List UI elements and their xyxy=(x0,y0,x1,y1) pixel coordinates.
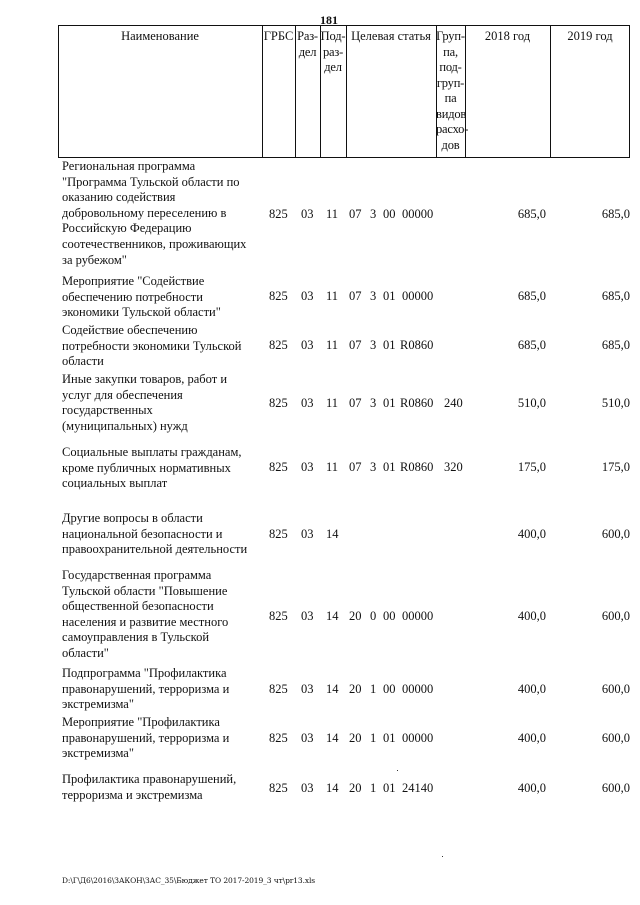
cell-razdel: 03 xyxy=(301,781,314,795)
row-name-line: за рубежом" xyxy=(62,252,127,267)
cell-2018: 685,0 xyxy=(517,207,546,221)
row-name-line: области xyxy=(62,354,104,369)
row-name xyxy=(62,159,266,268)
cell-target-program: 07 xyxy=(349,207,362,221)
cell-2018: 400,0 xyxy=(517,731,546,745)
header-group-line: па xyxy=(444,91,457,105)
row-name-line: Подпрограмма "Профилактика xyxy=(62,666,227,680)
cell-razdel: 03 xyxy=(301,396,314,410)
cell-2019: 600,0 xyxy=(601,609,630,623)
cell-target-subprogram: 3 xyxy=(370,289,377,303)
cell-2019: 510,0 xyxy=(601,396,630,410)
cell-podrazdel: 11 xyxy=(326,207,339,221)
row-name-line: Мероприятие "Содействие xyxy=(62,274,205,288)
row-name-line: потребности экономики Тульской xyxy=(62,338,242,353)
cell-podrazdel: 11 xyxy=(326,396,339,410)
cell-target-event: 01 xyxy=(383,460,396,474)
cell-2018: 400,0 xyxy=(517,527,546,541)
cell-2019: 600,0 xyxy=(601,781,630,795)
column-divider xyxy=(465,25,466,158)
column-divider xyxy=(550,25,551,158)
header-podrazdel-line: Под- xyxy=(320,29,346,43)
header-razdel xyxy=(295,29,320,60)
cell-target-direction: 00000 xyxy=(402,682,434,696)
cell-podrazdel: 14 xyxy=(326,781,339,795)
cell-2019: 685,0 xyxy=(601,207,630,221)
header-podrazdel xyxy=(320,29,346,76)
cell-target-event: 01 xyxy=(383,289,396,303)
cell-target-program: 20 xyxy=(349,682,362,696)
cell-target-direction: R0860 xyxy=(400,396,434,410)
cell-2019: 175,0 xyxy=(601,460,630,474)
header-group-line: груп- xyxy=(436,75,465,90)
row-name-line: Иные закупки товаров, работ и xyxy=(62,372,228,386)
cell-target-direction: 00000 xyxy=(402,731,434,745)
cell-2018: 685,0 xyxy=(517,289,546,303)
header-2018: 2018 год xyxy=(484,29,531,43)
cell-grbs: 825 xyxy=(269,289,288,303)
row-name-line: государственных xyxy=(62,403,153,418)
cell-grbs: 825 xyxy=(269,781,288,795)
cell-podrazdel: 14 xyxy=(326,731,339,745)
cell-target-event: 00 xyxy=(383,682,396,696)
header-razdel-line: дел xyxy=(298,44,317,59)
header-target: Целевая статья xyxy=(351,29,431,43)
cell-2019: 685,0 xyxy=(601,289,630,303)
header-group-line: дов xyxy=(441,137,460,152)
header-group-line: видов xyxy=(436,106,467,121)
cell-target-direction: R0860 xyxy=(400,338,434,352)
cell-2019: 600,0 xyxy=(601,731,630,745)
cell-razdel: 03 xyxy=(301,207,314,221)
row-name xyxy=(62,274,266,321)
cell-2019: 600,0 xyxy=(601,527,630,541)
header-group-line: Груп- xyxy=(436,29,465,43)
cell-target-subprogram: 0 xyxy=(370,609,377,623)
cell-target-program: 20 xyxy=(349,609,362,623)
cell-target-program: 20 xyxy=(349,781,362,795)
cell-2018: 175,0 xyxy=(517,460,546,474)
cell-target-event: 01 xyxy=(383,731,396,745)
row-name-line: кроме публичных нормативных xyxy=(62,460,231,475)
cell-grbs: 825 xyxy=(269,527,288,541)
row-name-line: Тульской области "Повышение xyxy=(62,583,228,598)
cell-grbs: 825 xyxy=(269,460,288,474)
row-name-line: (муниципальных) нужд xyxy=(62,418,188,433)
row-name xyxy=(62,772,266,803)
row-name-line: самоуправления в Тульской xyxy=(62,630,210,645)
cell-grbs: 825 xyxy=(269,609,288,623)
row-name-line: Другие вопросы в области xyxy=(62,511,203,525)
row-name-line: обеспечению потребности xyxy=(62,289,203,304)
cell-2018: 685,0 xyxy=(517,338,546,352)
header-2019: 2019 год xyxy=(567,29,613,43)
row-name-line: Региональная программа xyxy=(62,159,196,173)
row-name xyxy=(62,372,266,434)
row-name-line: оказанию содействия xyxy=(62,190,176,205)
row-name-line: экономики Тульской области" xyxy=(62,305,221,320)
cell-2019: 600,0 xyxy=(601,682,630,696)
row-name-line: "Программа Тульской области по xyxy=(62,174,240,189)
cell-2018: 400,0 xyxy=(517,781,546,795)
row-name-line: Профилактика правонарушений, xyxy=(62,772,237,786)
cell-target-subprogram: 3 xyxy=(370,396,377,410)
cell-target-subprogram: 3 xyxy=(370,207,377,221)
header-podrazdel-line: раз- xyxy=(322,44,344,59)
cell-grbs: 825 xyxy=(269,731,288,745)
cell-razdel: 03 xyxy=(301,289,314,303)
row-name-line: услуг для обеспечения xyxy=(62,387,183,402)
cell-target-direction: R0860 xyxy=(400,460,434,474)
file-path-footer: D:\Г\Д6\2016\ЗАКОН\ЗАС_35\Бюджет ТО 2017-2019_3 чт\pr13.xls xyxy=(62,876,316,885)
cell-target-subprogram: 3 xyxy=(370,460,377,474)
cell-grbs: 825 xyxy=(269,682,288,696)
row-name xyxy=(62,715,266,762)
row-name-line: Государственная программа xyxy=(62,568,212,582)
row-name-line: общественной безопасности xyxy=(62,599,214,614)
cell-podrazdel: 14 xyxy=(326,609,339,623)
cell-razdel: 03 xyxy=(301,527,314,541)
cell-target-event: 00 xyxy=(383,207,396,221)
cell-razdel: 03 xyxy=(301,460,314,474)
header-group xyxy=(436,29,469,153)
cell-target-subprogram: 3 xyxy=(370,338,377,352)
cell-2019: 685,0 xyxy=(601,338,630,352)
row-name xyxy=(62,445,266,492)
cell-target-direction: 24140 xyxy=(402,781,434,795)
cell-grbs: 825 xyxy=(269,396,288,410)
cell-target-event: 01 xyxy=(383,396,396,410)
row-name-line: терроризма и экстремизма xyxy=(62,787,203,802)
scan-speck xyxy=(397,770,398,771)
cell-razdel: 03 xyxy=(301,682,314,696)
cell-razdel: 03 xyxy=(301,338,314,352)
cell-group: 240 xyxy=(444,396,463,410)
cell-podrazdel: 11 xyxy=(326,289,339,303)
cell-2018: 400,0 xyxy=(517,609,546,623)
cell-target-program: 07 xyxy=(349,338,362,352)
header-group-line: па, xyxy=(443,44,458,59)
cell-target-program: 07 xyxy=(349,289,362,303)
row-name-line: Мероприятие "Профилактика xyxy=(62,715,220,729)
row-name-line: соотечественников, проживающих xyxy=(62,236,247,251)
row-name xyxy=(62,511,266,558)
cell-target-subprogram: 1 xyxy=(370,781,377,795)
cell-razdel: 03 xyxy=(301,731,314,745)
row-name-line: социальных выплат xyxy=(62,476,168,491)
column-divider xyxy=(262,25,263,158)
cell-group: 320 xyxy=(444,460,463,474)
row-name-line: экстремизма" xyxy=(62,746,134,761)
cell-target-program: 07 xyxy=(349,460,362,474)
cell-target-event: 01 xyxy=(383,781,396,795)
cell-grbs: 825 xyxy=(269,338,288,352)
cell-podrazdel: 11 xyxy=(326,460,339,474)
row-name xyxy=(62,568,266,662)
cell-target-direction: 00000 xyxy=(402,207,434,221)
row-name-line: экстремизма" xyxy=(62,697,134,712)
cell-target-subprogram: 1 xyxy=(370,731,377,745)
row-name-line: населения и развитие местного xyxy=(62,614,229,629)
header-grbs: ГРБС xyxy=(263,29,294,43)
cell-2018: 510,0 xyxy=(517,396,546,410)
cell-2018: 400,0 xyxy=(517,682,546,696)
row-name-line: правонарушений, терроризма и xyxy=(62,681,230,696)
row-name-line: Содействие обеспечению xyxy=(62,323,198,337)
header-group-line: под- xyxy=(439,60,462,74)
row-name xyxy=(62,666,266,713)
header-razdel-line: Раз- xyxy=(297,29,318,43)
row-name-line: Социальные выплаты гражданам, xyxy=(62,445,242,459)
header-group-line: расхо- xyxy=(436,122,469,136)
cell-podrazdel: 11 xyxy=(326,338,339,352)
cell-target-direction: 00000 xyxy=(402,609,434,623)
header-podrazdel-line: дел xyxy=(324,60,342,74)
cell-target-event: 00 xyxy=(383,609,396,623)
row-name-line: правоохранительной деятельности xyxy=(62,542,248,557)
cell-target-program: 07 xyxy=(349,396,362,410)
cell-target-program: 20 xyxy=(349,731,362,745)
cell-target-direction: 00000 xyxy=(402,289,434,303)
header-name: Наименование xyxy=(121,29,199,43)
cell-podrazdel: 14 xyxy=(326,527,339,541)
cell-razdel: 03 xyxy=(301,609,314,623)
row-name xyxy=(62,323,266,370)
cell-target-event: 01 xyxy=(383,338,396,352)
scan-speck xyxy=(442,856,443,857)
row-name-line: правонарушений, терроризма и xyxy=(62,730,230,745)
row-name-line: национальной безопасности и xyxy=(62,526,223,541)
row-name-line: добровольному переселению в xyxy=(62,205,227,220)
cell-podrazdel: 14 xyxy=(326,682,339,696)
cell-grbs: 825 xyxy=(269,207,288,221)
page-number: 181 xyxy=(320,13,338,27)
row-name-line: Российскую Федерацию xyxy=(62,221,192,236)
row-name-line: области" xyxy=(62,645,109,660)
column-divider xyxy=(346,25,347,158)
cell-target-subprogram: 1 xyxy=(370,682,377,696)
